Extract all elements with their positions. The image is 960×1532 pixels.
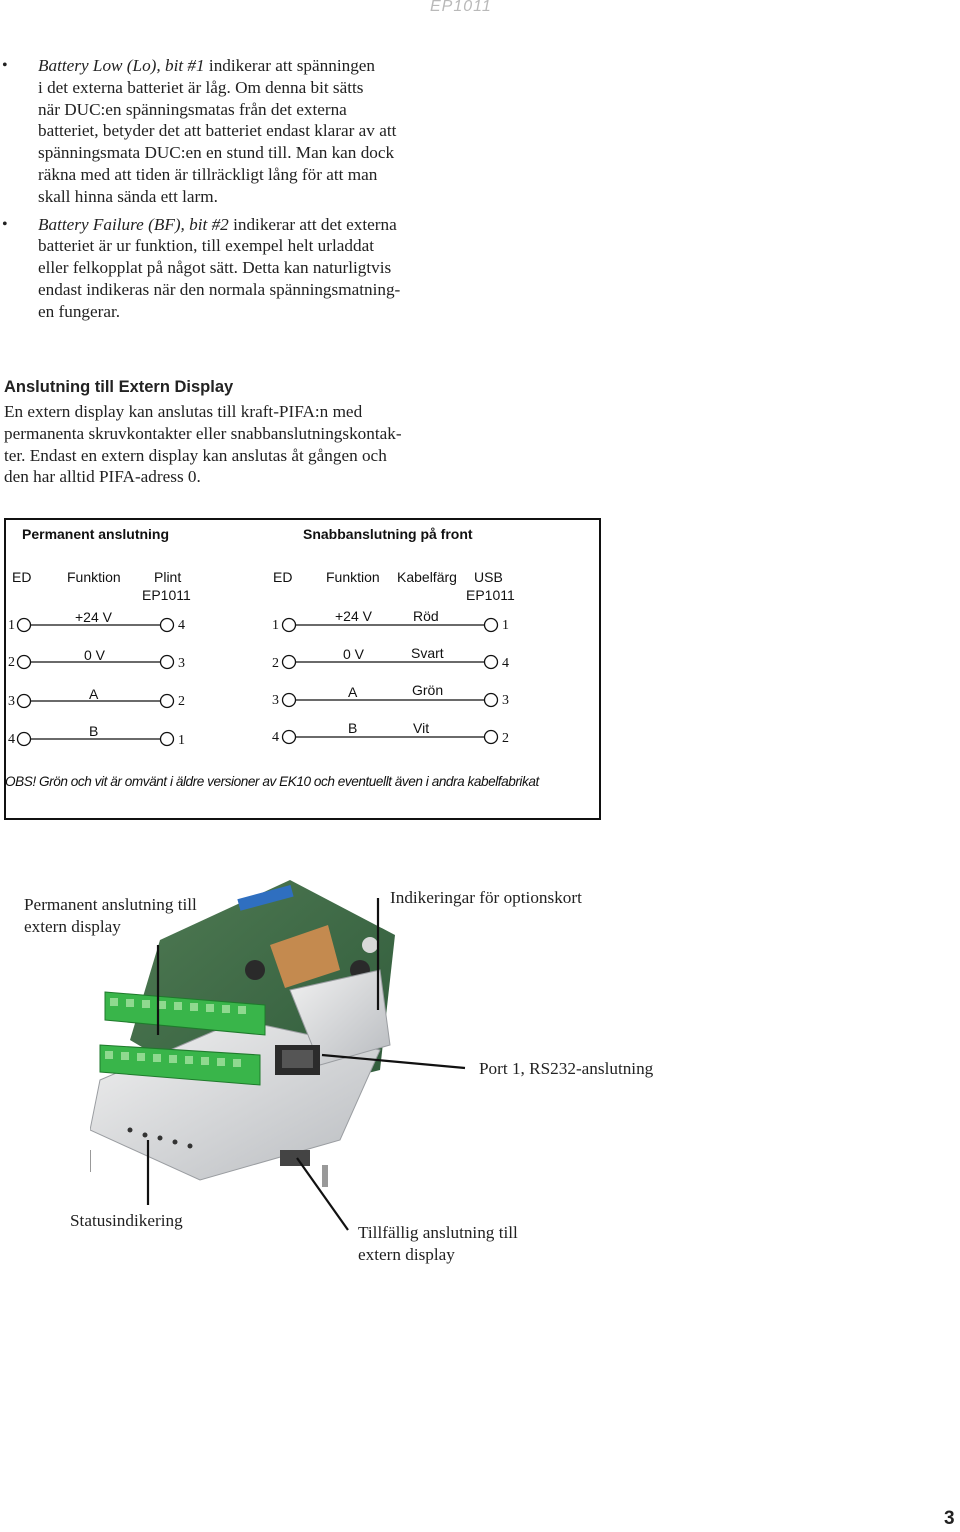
quick-title: Snabbanslutning på front: [303, 526, 473, 542]
permanent-col-funktion: Funktion: [67, 569, 121, 585]
callout-status: Statusindikering: [70, 1211, 183, 1230]
permanent-col-plint-sub: EP1011: [142, 587, 191, 603]
quick-ed: 1: [272, 618, 279, 633]
bullet-line: spänningsmata DUC:en en stund till. Man kan dock: [38, 143, 395, 163]
permanent-ed: 4: [8, 732, 15, 747]
bullet-dot: •: [2, 57, 8, 74]
bullet-line: indikerar att det externa: [228, 214, 397, 234]
permanent-col-plint: Plint: [154, 569, 182, 585]
permanent-funktion: +24 V: [75, 609, 112, 625]
permanent-funktion: A: [89, 686, 99, 702]
callout-port1: Port 1, RS232-anslutning: [479, 1059, 654, 1078]
quick-ed: 2: [272, 656, 279, 671]
quick-col-funktion: Funktion: [326, 569, 380, 585]
quick-col-kabelfarg: Kabelfärg: [397, 569, 457, 585]
quick-ed: 3: [272, 693, 279, 708]
quick-col-usb: USB: [474, 569, 503, 585]
permanent-title: Permanent anslutning: [22, 526, 170, 542]
bullet-line: när DUC:en spänningsmatas från det externa: [38, 99, 347, 119]
bullet-line: en fungerar.: [38, 301, 121, 321]
bullet-lead: Battery Failure (BF), bit #2: [38, 214, 229, 234]
callout-line: extern display: [24, 916, 121, 936]
quick-funktion: B: [348, 720, 358, 736]
quick-funktion: +24 V: [335, 608, 372, 624]
bullet-line: i det externa batteriet är låg. Om denna bit sätts: [38, 77, 364, 97]
quick-kabelfarg: Vit: [413, 720, 430, 736]
permanent-col-ed: ED: [12, 569, 32, 585]
callout-line: Permanent anslutning till: [24, 895, 197, 914]
permanent-ed: 2: [8, 655, 15, 670]
permanent-funktion: 0 V: [84, 647, 106, 663]
quick-funktion: A: [348, 684, 358, 700]
bullet-line: endast indikeras när den normala spänningsmatning-: [38, 279, 401, 299]
quick-usb: 2: [502, 731, 509, 746]
permanent-plint: 3: [178, 656, 185, 671]
quick-funktion: 0 V: [343, 646, 365, 662]
bullet-line: indikerar att spänningen: [204, 56, 376, 75]
permanent-plint: 1: [178, 733, 185, 748]
bullet-lead: Battery Low (Lo), bit #1: [38, 56, 205, 75]
quick-ed: 4: [272, 730, 279, 745]
section-line: En extern display kan anslutas till kraft-PIFA:n med: [4, 402, 363, 421]
quick-usb: 3: [502, 693, 509, 708]
quick-col-usb-sub: EP1011: [466, 587, 515, 603]
permanent-ed: 1: [8, 618, 15, 633]
bullet-line: eller felkopplat på något sätt. Detta kan naturligtvis: [38, 258, 392, 278]
bullet-line: räkna med att tiden är tillräckligt lång för att man: [38, 164, 378, 184]
bullet-line: batteriet, betyder det att batteriet endast klarar av att: [38, 121, 397, 141]
permanent-plint: 4: [178, 618, 185, 633]
document-tag: EP1011: [430, 0, 492, 15]
permanent-ed: 3: [8, 694, 15, 709]
section-line: permanenta skruvkontakter eller snabbanslutningskontak-: [4, 423, 402, 443]
quick-usb: 1: [502, 618, 509, 633]
quick-kabelfarg: Svart: [411, 645, 444, 661]
wiring-note: OBS! Grön och vit är omvänt i äldre versioner av EK10 och eventuellt även i andra kabelfabrikat: [5, 774, 539, 789]
bullet-line: skall hinna sända ett larm.: [38, 186, 218, 206]
callout-line: Tillfällig anslutning till: [358, 1223, 518, 1242]
callout-indikeringar: Indikeringar för optionskort: [390, 888, 582, 907]
bullet-line: batteriet är ur funktion, till exempel helt urladdat: [38, 236, 374, 256]
page-number: 3: [944, 1508, 955, 1529]
bullet-dot: •: [2, 215, 8, 233]
section-line: ter. Endast en extern display kan anslutas åt gången och: [4, 445, 387, 465]
quick-col-ed: ED: [273, 569, 293, 585]
callout-permanent: [24, 894, 197, 938]
quick-usb: 4: [502, 656, 509, 671]
quick-kabelfarg: Röd: [413, 608, 439, 624]
quick-kabelfarg: Grön: [412, 682, 444, 698]
section-title: Anslutning till Extern Display: [4, 378, 234, 396]
permanent-funktion: B: [89, 723, 99, 739]
section-line: den har alltid PIFA-adress 0.: [4, 467, 201, 487]
callout-line: extern display: [358, 1244, 455, 1264]
callout-temporary: [358, 1222, 518, 1266]
permanent-plint: 2: [178, 694, 185, 709]
